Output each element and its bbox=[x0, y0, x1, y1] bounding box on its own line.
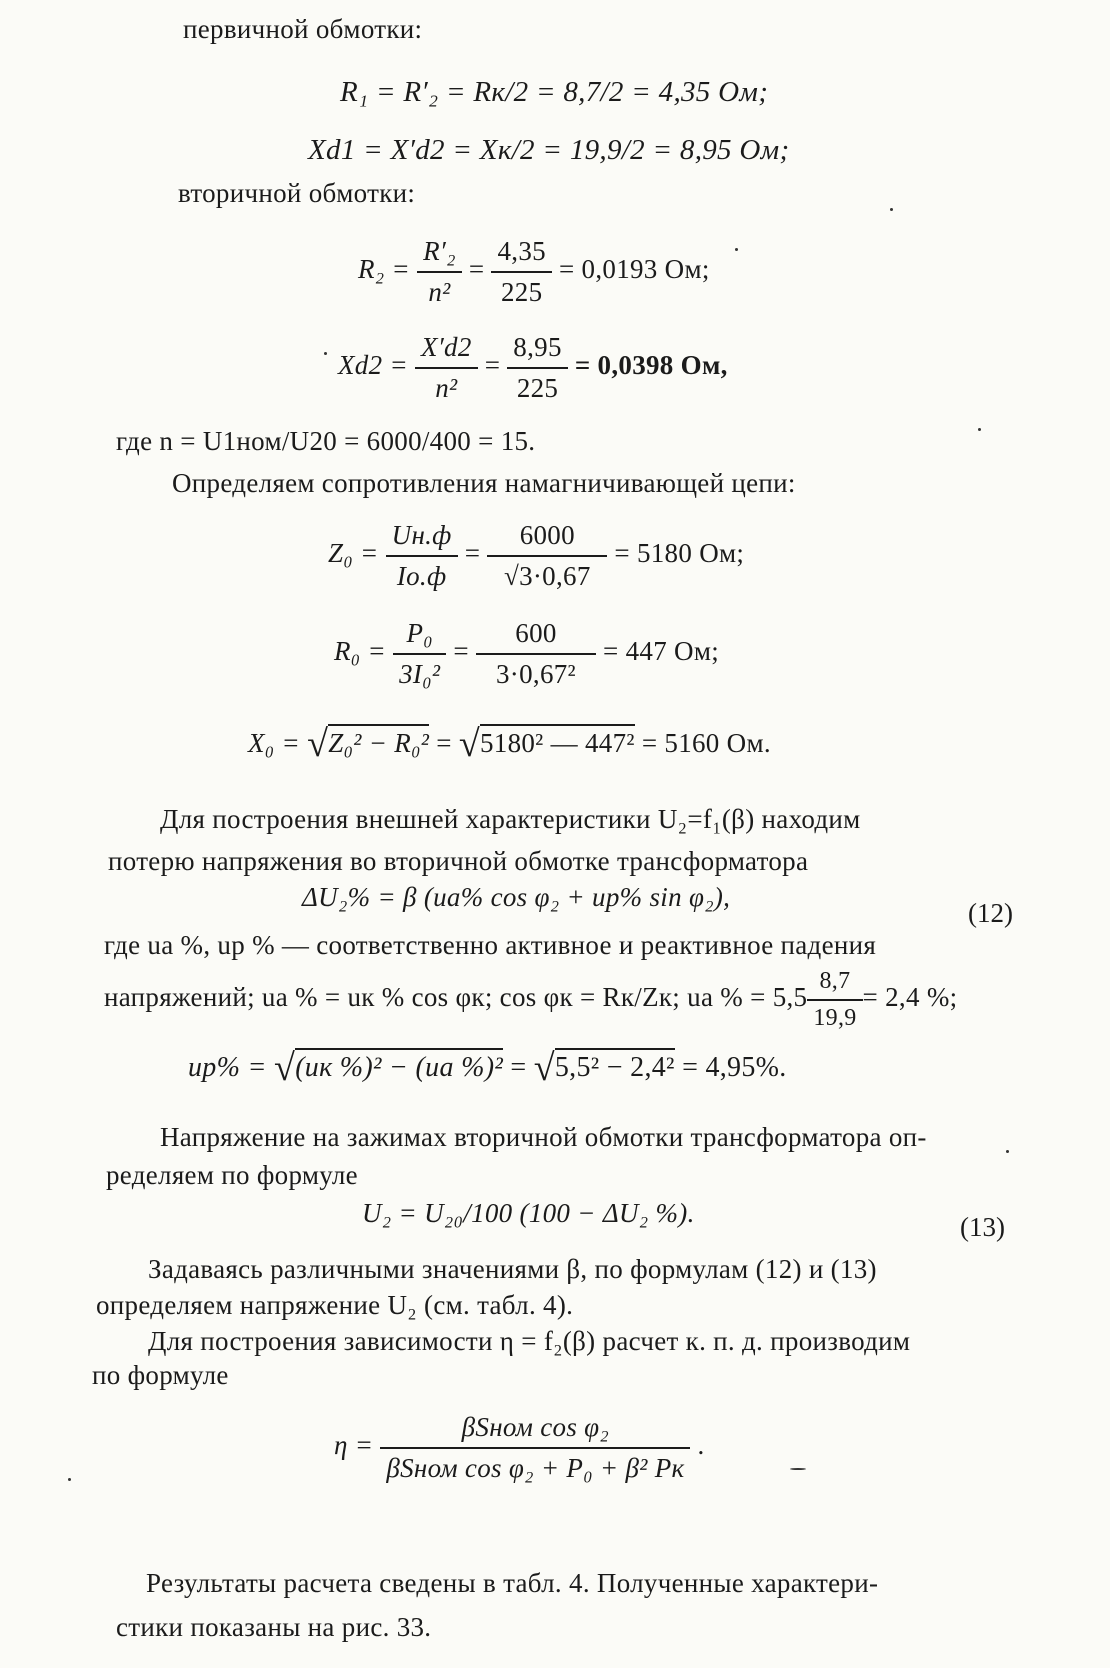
text-line: ределяем по формуле bbox=[106, 1160, 358, 1190]
denominator: Iо.ф bbox=[396, 561, 447, 591]
equals: = bbox=[453, 636, 469, 667]
fraction bbox=[386, 520, 458, 592]
radical-sign: √ bbox=[274, 1047, 296, 1089]
text-line: определяем напряжение U₂ (см. табл. 4). bbox=[96, 1290, 574, 1320]
print-speck bbox=[68, 1478, 71, 1481]
text-line: где uа %, uр % — соответственно активное и реактивное падения bbox=[104, 930, 877, 960]
radicand: 5180² — 447² bbox=[480, 724, 635, 758]
eq-result: = 4,95%. bbox=[674, 1052, 787, 1083]
numerator: 6000 bbox=[487, 520, 607, 557]
radical-sign: √ bbox=[458, 723, 480, 765]
text-fragment: напряжений; uа % = uк % cos φк; cos φк = Rк/Zк; uа % = 5,5 bbox=[104, 982, 808, 1013]
period: . bbox=[697, 1430, 705, 1461]
text-line: по формуле bbox=[92, 1360, 229, 1390]
fraction bbox=[380, 1412, 690, 1484]
numerator: 8,95 bbox=[507, 332, 567, 369]
eq-result: = 447 Ом; bbox=[603, 636, 720, 667]
denominator: 225 bbox=[500, 277, 543, 307]
fraction bbox=[487, 520, 607, 592]
equation-r1: R₁ = R′₂ = Rк/2 = 8,7/2 = 4,35 Ом; bbox=[340, 76, 769, 108]
fraction bbox=[393, 618, 446, 690]
text-fragment: = 2,4 %; bbox=[862, 982, 958, 1013]
equals: = bbox=[484, 350, 501, 381]
denominator: 19,9 bbox=[813, 1005, 857, 1031]
radicand: (uк %)² − (uа %)² bbox=[295, 1048, 503, 1083]
eq-lhs: η = bbox=[334, 1430, 374, 1461]
denominator: n² bbox=[435, 373, 458, 403]
eq-lhs: Xd2 = bbox=[338, 350, 408, 381]
eq-result: = 0,0398 Ом, bbox=[574, 350, 728, 381]
eq-lhs: R₂ = bbox=[358, 254, 411, 285]
print-speck bbox=[324, 352, 327, 355]
text-line: потерю напряжения во вторичной обмотке трансформатора bbox=[108, 846, 809, 876]
equals: = bbox=[468, 254, 485, 285]
text-line bbox=[104, 968, 957, 1032]
equals: = bbox=[503, 1052, 534, 1083]
fraction bbox=[415, 332, 478, 404]
eq-result: = 5180 Ом; bbox=[614, 538, 745, 569]
radicand: 5,5² − 2,4² bbox=[555, 1048, 675, 1083]
equation-r0 bbox=[334, 618, 719, 690]
radicand: Z₀² − R₀² bbox=[328, 724, 429, 758]
equation-z0 bbox=[328, 520, 744, 592]
print-speck bbox=[978, 428, 981, 431]
text-line: Для построения внешней характеристики U₂=f₁(β) находим bbox=[160, 804, 861, 834]
print-speck bbox=[890, 208, 893, 211]
fraction bbox=[491, 236, 551, 308]
fraction bbox=[507, 332, 567, 404]
radical-sign: √ bbox=[307, 723, 329, 765]
equation-efficiency bbox=[334, 1412, 705, 1484]
text-line: Задаваясь различными значениями β, по формулам (12) и (13) bbox=[148, 1254, 877, 1284]
eq-lhs: X₀ = bbox=[248, 728, 308, 758]
text-line: первичной обмотки: bbox=[183, 14, 423, 44]
equation-r2 bbox=[358, 236, 710, 308]
text-line: Определяем сопротивления намагничивающей цепи: bbox=[172, 468, 796, 498]
numerator: 8,7 bbox=[807, 968, 862, 1001]
numerator: 4,35 bbox=[491, 236, 551, 273]
text-line: Напряжение на зажимах вторичной обмотки трансформатора оп- bbox=[160, 1122, 927, 1152]
denominator: n² bbox=[428, 277, 451, 307]
eq-result: = 5160 Ом. bbox=[634, 728, 771, 758]
denominator: 3·0,67² bbox=[496, 659, 576, 689]
radical-sign: √ bbox=[533, 1047, 555, 1089]
fraction bbox=[807, 968, 862, 1032]
fraction bbox=[417, 236, 462, 308]
equals: = bbox=[429, 728, 459, 758]
equation-number: (12) bbox=[968, 898, 1013, 928]
equation-up bbox=[188, 1046, 787, 1090]
eq-lhs: R₀ = bbox=[334, 636, 387, 667]
fraction bbox=[476, 618, 596, 690]
print-speck bbox=[735, 248, 738, 251]
equation-12: ΔU₂% = β (uа% cos φ₂ + uр% sin φ₂), bbox=[302, 882, 731, 912]
equation-13: U₂ = U₂₀/100 (100 − ΔU₂ %). bbox=[362, 1198, 695, 1228]
equation-number: (13) bbox=[960, 1212, 1005, 1242]
numerator: X′d2 bbox=[415, 332, 478, 369]
numerator: 600 bbox=[476, 618, 596, 655]
eq-lhs: uр% = bbox=[188, 1052, 275, 1083]
numerator: R′₂ bbox=[417, 236, 462, 273]
denominator: βSном cos φ₂ + P₀ + β² Pк bbox=[386, 1453, 685, 1483]
print-speck bbox=[1006, 1150, 1009, 1153]
equals: = bbox=[464, 538, 481, 569]
numerator: βSном cos φ₂ bbox=[380, 1412, 690, 1449]
text-line: Результаты расчета сведены в табл. 4. Полученные характери- bbox=[146, 1568, 879, 1598]
eq-lhs: Z₀ = bbox=[328, 538, 379, 569]
text-line: Для построения зависимости η = f₂(β) расчет к. п. д. производим bbox=[148, 1326, 911, 1356]
text-line: где n = U1ном/U20 = 6000/400 = 15. bbox=[116, 426, 536, 456]
text-line: вторичной обмотки: bbox=[178, 178, 416, 208]
numerator: Uн.ф bbox=[386, 520, 458, 557]
denominator: 3I₀² bbox=[399, 659, 441, 689]
print-speck bbox=[790, 1468, 806, 1470]
numerator: P₀ bbox=[393, 618, 446, 655]
equation-x0 bbox=[248, 722, 771, 766]
denominator: 225 bbox=[516, 373, 559, 403]
denominator: √3·0,67 bbox=[503, 561, 591, 591]
equation-xd2 bbox=[338, 332, 728, 404]
text-line: стики показаны на рис. 33. bbox=[116, 1612, 432, 1642]
eq-result: = 0,0193 Ом; bbox=[558, 254, 710, 285]
equation-xd1: Xd1 = X′d2 = Xк/2 = 19,9/2 = 8,95 Ом; bbox=[308, 134, 790, 166]
